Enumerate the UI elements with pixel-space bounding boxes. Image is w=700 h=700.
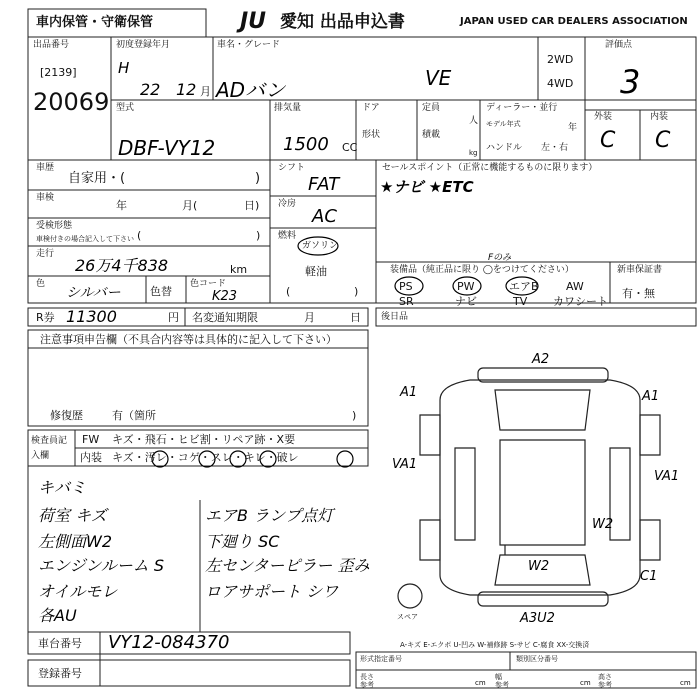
recycle-label: R券 [36, 311, 55, 324]
lot-small-number: [2139] [40, 66, 77, 79]
mileage-value: 26万4千838 [75, 256, 169, 275]
registration-label: 登録番号 [38, 667, 82, 680]
shape-label: 形状 [362, 130, 381, 140]
capacity-unit: 人 [469, 116, 479, 126]
displacement-value: 1500 [283, 134, 329, 155]
width-label: 幅 [495, 673, 502, 681]
fuel-diesel: 軽油 [305, 265, 327, 278]
grade: VE [425, 66, 452, 90]
score-value: 3 [620, 63, 641, 101]
remark-right-3: 左センターピラー 歪み [205, 556, 370, 575]
remark-3: 左側面W2 [38, 532, 113, 551]
cm-3: cm [680, 679, 691, 687]
handle-label: ハンドル [486, 143, 523, 153]
inspection-year: 年 [116, 199, 127, 212]
damage-mark: A1 [400, 385, 418, 400]
ext-label: 外装 [594, 112, 613, 122]
equipment-note: Fのみ [488, 253, 512, 263]
ac-label: 冷房 [278, 199, 297, 209]
warranty-options: 有・無 [622, 287, 655, 300]
ref-label-2: 参考 [495, 681, 509, 689]
damage-mark: C1 [640, 569, 658, 584]
deadline-day: 日 [350, 311, 361, 324]
inspection-month: 月( [182, 199, 198, 212]
history-label: 車歴 [36, 163, 55, 173]
repair-close: ) [352, 409, 357, 422]
receipt-label: 受検形態 [36, 221, 73, 231]
damage-mark: A1 [642, 389, 660, 404]
drive-2wd: 2WD [547, 53, 574, 66]
damage-mark: W2 [528, 559, 550, 574]
inspector-row2: キズ・汚レ・コゲ・スレ・キレ・破レ [112, 451, 299, 464]
handle-value: 左・右 [541, 143, 569, 153]
model-name: ADバン [216, 78, 286, 102]
association-name: JAPAN USED CAR DEALERS ASSOCIATION [460, 16, 688, 27]
equip-sr: SR [399, 295, 414, 308]
color-label: 色 [36, 279, 46, 289]
equip-navi: ナビ [455, 295, 477, 308]
reg-year: 22 [140, 80, 161, 99]
damage-mark: A2 [532, 352, 550, 367]
dealer-label: ディーラー・並行 [486, 103, 558, 113]
fuel-close: ) [354, 285, 359, 298]
displacement-label: 排気量 [274, 103, 302, 113]
length-label: 長さ [360, 673, 374, 681]
int-label: 内装 [650, 112, 669, 122]
form-title: 愛知 出品申込書 [280, 12, 405, 32]
equip-aw: AW [566, 280, 584, 293]
deadline-label: 名変通知期限 [192, 311, 258, 324]
remark-right-1: エアB ランプ点灯 [205, 506, 334, 525]
km-unit: km [230, 263, 248, 276]
fuel-open: ( [286, 285, 291, 298]
receipt-close: ) [256, 229, 261, 242]
inspection-label: 車検 [36, 193, 55, 203]
remark-6: 各AU [38, 606, 77, 625]
ref-label-3: 参考 [598, 681, 612, 689]
fuel-gasoline: ガソリン [302, 241, 339, 251]
load-unit: kg [469, 149, 478, 157]
shift-label: シフト [278, 163, 306, 173]
spec-label: 形式指定番号 [360, 655, 402, 663]
equip-airbag: エアB [509, 280, 539, 293]
capacity-label: 定員 [422, 103, 441, 113]
model-year-label: モデル年式 [486, 120, 521, 128]
first-reg-label: 初度登録年月 [116, 40, 171, 50]
cc-unit: CC [342, 141, 358, 154]
selling-points-label: セールスポイント（正常に機能するものに限ります） [382, 163, 598, 173]
chassis-label: 車台番号 [38, 637, 82, 650]
score-label: 評価点 [605, 40, 633, 50]
selling-points-value: ★ナビ ★ETC [380, 178, 474, 196]
chassis-value: VY12-084370 [108, 632, 230, 653]
type-value: DBF-VY12 [118, 136, 216, 160]
storage-title: 車内保管・守衛保管 [36, 15, 154, 30]
model-label: 車名・グレード [217, 40, 281, 50]
ju-logo: JU [240, 9, 267, 34]
recycle-value: 11300 [66, 307, 117, 326]
reg-month: 12 [176, 80, 197, 99]
history-close: ) [255, 171, 261, 186]
inspector-row2-head: 内装 [80, 451, 102, 464]
remark-right-4: ロアサポート シワ [205, 582, 339, 601]
era: H [118, 59, 130, 77]
history-value: 自家用・( [68, 171, 126, 186]
type-label: 型式 [116, 103, 135, 113]
warranty-label: 新車保証書 [617, 265, 663, 275]
year-unit: 年 [568, 123, 578, 133]
damage-mark: VA1 [392, 457, 418, 472]
repair-label: 修復歴 [50, 409, 83, 422]
receipt-open: ( [137, 229, 142, 242]
equipment-label: 装備品（純正品に限り ◯をつけてください） [390, 265, 574, 275]
equip-seat: カワシート [553, 295, 608, 308]
inspection-day: 日) [244, 199, 260, 212]
fuel-label: 燃料 [278, 231, 297, 241]
shift-value: FAT [308, 174, 340, 195]
after-sale-label: 後日品 [381, 312, 409, 322]
mileage-label: 走行 [36, 249, 55, 259]
spare-label: スペア [397, 613, 418, 621]
cm-2: cm [580, 679, 591, 687]
color-value: シルバー [66, 285, 121, 301]
door-label: ドア [362, 103, 380, 113]
equip-tv: TV [513, 295, 528, 308]
inspector-label: 検査員記入欄 [31, 436, 68, 461]
color-code: K23 [212, 289, 238, 304]
ac-value: AC [312, 206, 337, 227]
color-code-label: 色コード [190, 279, 227, 289]
remark-2: 荷室 キズ [38, 506, 107, 525]
class-label: 類別区分番号 [516, 655, 558, 663]
height-label: 高さ [598, 673, 612, 681]
damage-mark: A3U2 [520, 611, 555, 626]
inspector-row1-head: FW [82, 433, 100, 446]
remark-right-2: 下廻り SC [205, 532, 280, 551]
damage-mark: W2 [592, 517, 614, 532]
cm-1: cm [475, 679, 486, 687]
remark-5: オイルモレ [38, 582, 118, 601]
equip-ps: PS [399, 280, 413, 293]
lot-number: 20069 [33, 88, 110, 116]
color-change-label: 色替 [150, 285, 172, 298]
int-grade: C [655, 128, 671, 153]
ext-grade: C [600, 128, 616, 153]
damage-mark: VA1 [654, 469, 680, 484]
receipt-note: 車検付きの場合記入して下さい [36, 235, 134, 243]
ref-label-1: 参考 [360, 681, 374, 689]
load-label: 積載 [422, 130, 441, 140]
month-unit: 月 [200, 85, 211, 98]
lot-label: 出品番号 [33, 40, 70, 50]
inspector-row1: キズ・飛石・ヒビ割・リペア跡・X要 [112, 433, 296, 446]
yen-unit: 円 [168, 311, 179, 324]
equip-pw: PW [457, 280, 475, 293]
damage-legend: A-キズ E-エクボ U-凹み W-補修跡 S-サビ C-腐食 XX-交換済 [400, 641, 590, 649]
drive-4wd: 4WD [547, 77, 574, 90]
remark-1: キバミ [38, 478, 87, 497]
notes-label: 注意事項申告欄（不具合内容等は具体的に記入して下さい） [40, 333, 337, 346]
repair-value: 有（箇所 [112, 409, 156, 422]
deadline-month: 月 [304, 311, 315, 324]
remark-4: エンジンルーム S [38, 556, 165, 575]
